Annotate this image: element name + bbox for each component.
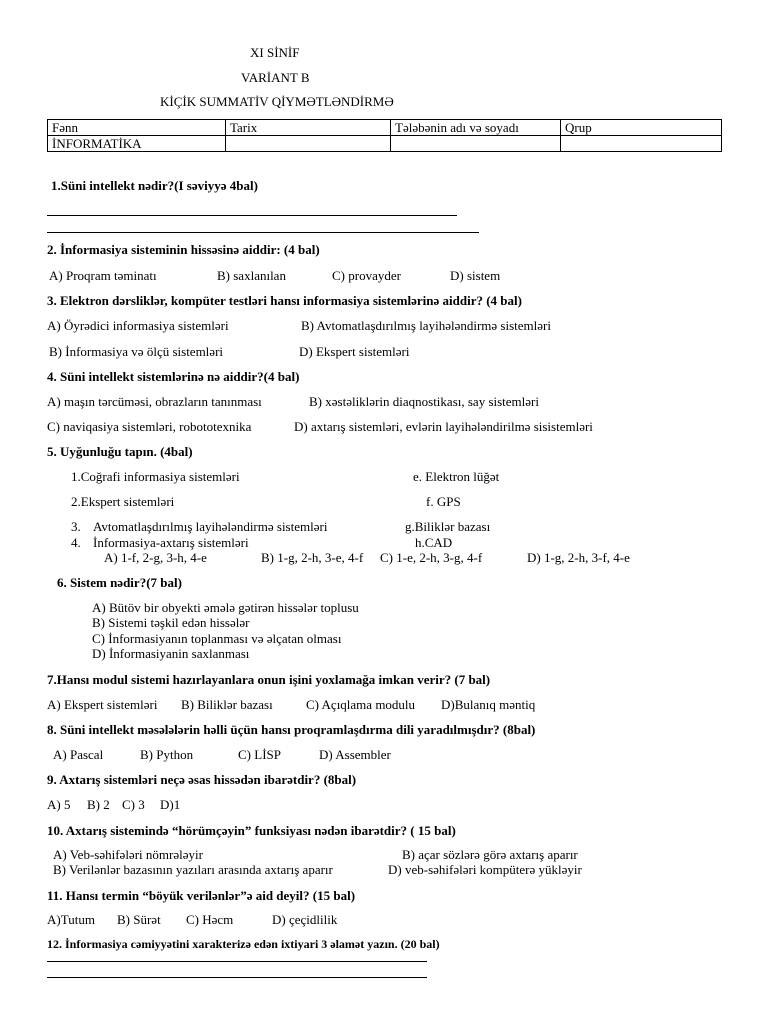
question-8-title: 8. Süni intellekt məsələlərin həlli üçün hansı proqramlaşdırma dili yaradılmışdır? (8bal) <box>47 722 536 737</box>
class-title: XI SİNİF <box>250 45 300 60</box>
q6-option-a[interactable]: A) Bütöv bir obyekti əmələ gətirən hissələr toplusu <box>92 600 359 615</box>
q10-option-b[interactable]: B) açar sözlərə görə axtarış aparır <box>402 847 578 862</box>
answer-line-2[interactable] <box>47 232 479 233</box>
q10-option-a[interactable]: A) Veb-səhifələri nömrələyir <box>53 847 203 862</box>
cell-student-name[interactable] <box>391 136 561 152</box>
question-6-title: 6. Sistem nədir?(7 bal) <box>57 575 182 590</box>
q5-right-item-e: e. Elektron lüğət <box>413 469 500 484</box>
question-3-title: 3. Elektron dərsliklər, kompüter testləri hansı informasiya sistemlərinə aiddir? (4 bal) <box>47 293 522 308</box>
cell-group[interactable] <box>561 136 722 152</box>
q9-option-a[interactable]: A) 5 <box>47 797 71 812</box>
q2-option-a[interactable]: A) Proqram təminatı <box>49 268 157 283</box>
q5-right-item-g: g.Biliklər bazası <box>405 519 491 534</box>
q8-option-a[interactable]: A) Pascal <box>53 747 104 762</box>
q4-option-b[interactable]: B) xəstəliklərin diaqnostikası, say sistemləri <box>309 394 539 409</box>
q2-option-c[interactable]: C) provayder <box>332 268 401 283</box>
q5-left-item-1: 1.Coğrafi informasiya sistemləri <box>71 469 240 484</box>
q5-left-item-4: İnformasiya-axtarış sistemləri <box>93 535 249 550</box>
q5-option-d[interactable]: D) 1-g, 2-h, 3-f, 4-e <box>527 550 630 565</box>
q6-option-d[interactable]: D) İnformasiyanin saxlanması <box>92 646 250 661</box>
q2-option-b[interactable]: B) saxlanılan <box>217 268 286 283</box>
q2-option-d[interactable]: D) sistem <box>450 268 501 283</box>
q3-option-a[interactable]: A) Öyrədici informasiya sistemləri <box>47 318 229 333</box>
q11-option-b[interactable]: B) Sürət <box>117 912 161 927</box>
q8-option-b[interactable]: B) Python <box>140 747 194 762</box>
q11-option-a[interactable]: A)Tutum <box>47 912 95 927</box>
q9-option-d[interactable]: D)1 <box>160 797 181 812</box>
info-table-header-row <box>48 120 722 136</box>
question-7-title: 7.Hansı modul sistemi hazırlayanlara onun işini yoxlamağa imkan verir? (7 bal) <box>47 672 491 687</box>
question-9-title: 9. Axtarış sistemləri neçə əsas hissədən ibarətdir? (8bal) <box>47 772 357 787</box>
q5-left-item-2: 2.Ekspert sistemləri <box>71 494 175 509</box>
answer-line-4[interactable] <box>47 977 427 978</box>
q7-option-d[interactable]: D)Bulanıq məntiq <box>441 697 536 712</box>
q8-option-c[interactable]: C) LİSP <box>238 747 281 762</box>
q3-option-c[interactable]: B) İnformasiya və ölçü sistemləri <box>49 344 224 359</box>
q7-option-c[interactable]: C) Açıqlama modulu <box>306 697 416 712</box>
q8-option-d[interactable]: D) Assembler <box>319 747 391 762</box>
q5-option-b[interactable]: B) 1-g, 2-h, 3-e, 4-f <box>261 550 364 565</box>
q10-option-c[interactable]: B) Verilənlər bazasının yazıları arasında axtarış aparır <box>53 862 333 877</box>
q4-option-d[interactable]: D) axtarış sistemləri, evlərin layihələndirilmə sisistemləri <box>294 419 593 434</box>
header-date: Tarix <box>226 120 391 136</box>
answer-line-3[interactable] <box>47 961 427 962</box>
q3-option-b[interactable]: B) Avtomatlaşdırılmış layihələndirmə sistemləri <box>301 318 551 333</box>
question-4-title: 4. Süni intellekt sistemlərinə nə aiddir?(4 bal) <box>47 369 300 384</box>
q5-left-item-4-number: 4. <box>71 535 81 550</box>
q5-option-c[interactable]: C) 1-e, 2-h, 3-g, 4-f <box>380 550 483 565</box>
cell-subject: İNFORMATİKA <box>48 136 226 152</box>
q9-option-b[interactable]: B) 2 <box>87 797 110 812</box>
q6-option-c[interactable]: C) İnformasiyanın toplanması və əlçatan olması <box>92 631 342 646</box>
q4-option-a[interactable]: A) maşın tərcüməsi, obrazların tanınması <box>47 394 262 409</box>
question-12-title: 12. İnformasiya cəmiyyətini xarakterizə edən ixtiyari 3 əlamət yazın. (20 bal) <box>47 937 440 951</box>
answer-line-1[interactable] <box>47 215 457 216</box>
exam-title: KİÇİK SUMMATİV QİYMƏTLƏNDİRMƏ <box>160 94 394 109</box>
q3-option-d[interactable]: D) Ekspert sistemləri <box>299 344 410 359</box>
variant-title: VARİANT B <box>241 70 310 85</box>
q4-option-c[interactable]: C) naviqasiya sistemləri, robototexnika <box>47 419 252 434</box>
q10-option-d[interactable]: D) veb-səhifələri kompüterə yükləyir <box>388 862 582 877</box>
header-student-name: Tələbənin adı və soyadı <box>391 120 561 136</box>
q11-option-d[interactable]: D) çeçidlilik <box>272 912 338 927</box>
question-1-title: 1.Süni intellekt nədir?(I səviyyə 4bal) <box>51 178 258 193</box>
info-table <box>47 119 722 152</box>
question-10-title: 10. Axtarış sistemində “hörümçəyin” funksiyası nədən ibarətdir? ( 15 bal) <box>47 823 456 838</box>
q5-right-item-h: h.CAD <box>415 535 453 550</box>
q11-option-c[interactable]: C) Həcm <box>186 912 234 927</box>
question-5-title: 5. Uyğunluğu tapın. (4bal) <box>47 444 193 459</box>
info-table-data-row <box>48 136 722 152</box>
question-2-title: 2. İnformasiya sisteminin hissəsinə aiddir: (4 bal) <box>47 242 320 257</box>
q7-option-b[interactable]: B) Biliklər bazası <box>181 697 273 712</box>
cell-date[interactable] <box>226 136 391 152</box>
q5-option-a[interactable]: A) 1-f, 2-g, 3-h, 4-e <box>104 550 207 565</box>
header-subject: Fənn <box>48 120 226 136</box>
q5-right-item-f: f. GPS <box>426 494 461 509</box>
q7-option-a[interactable]: A) Ekspert sistemləri <box>47 697 158 712</box>
q9-option-c[interactable]: C) 3 <box>122 797 145 812</box>
question-11-title: 11. Hansı termin “böyük verilənlər”ə aid deyil? (15 bal) <box>47 888 356 903</box>
q5-left-item-3: Avtomatlaşdırılmış layihələndirmə sistemləri <box>93 519 328 534</box>
q6-option-b[interactable]: B) Sistemi təşkil edən hissələr <box>92 615 250 630</box>
q5-left-item-3-number: 3. <box>71 519 81 534</box>
header-group: Qrup <box>561 120 722 136</box>
